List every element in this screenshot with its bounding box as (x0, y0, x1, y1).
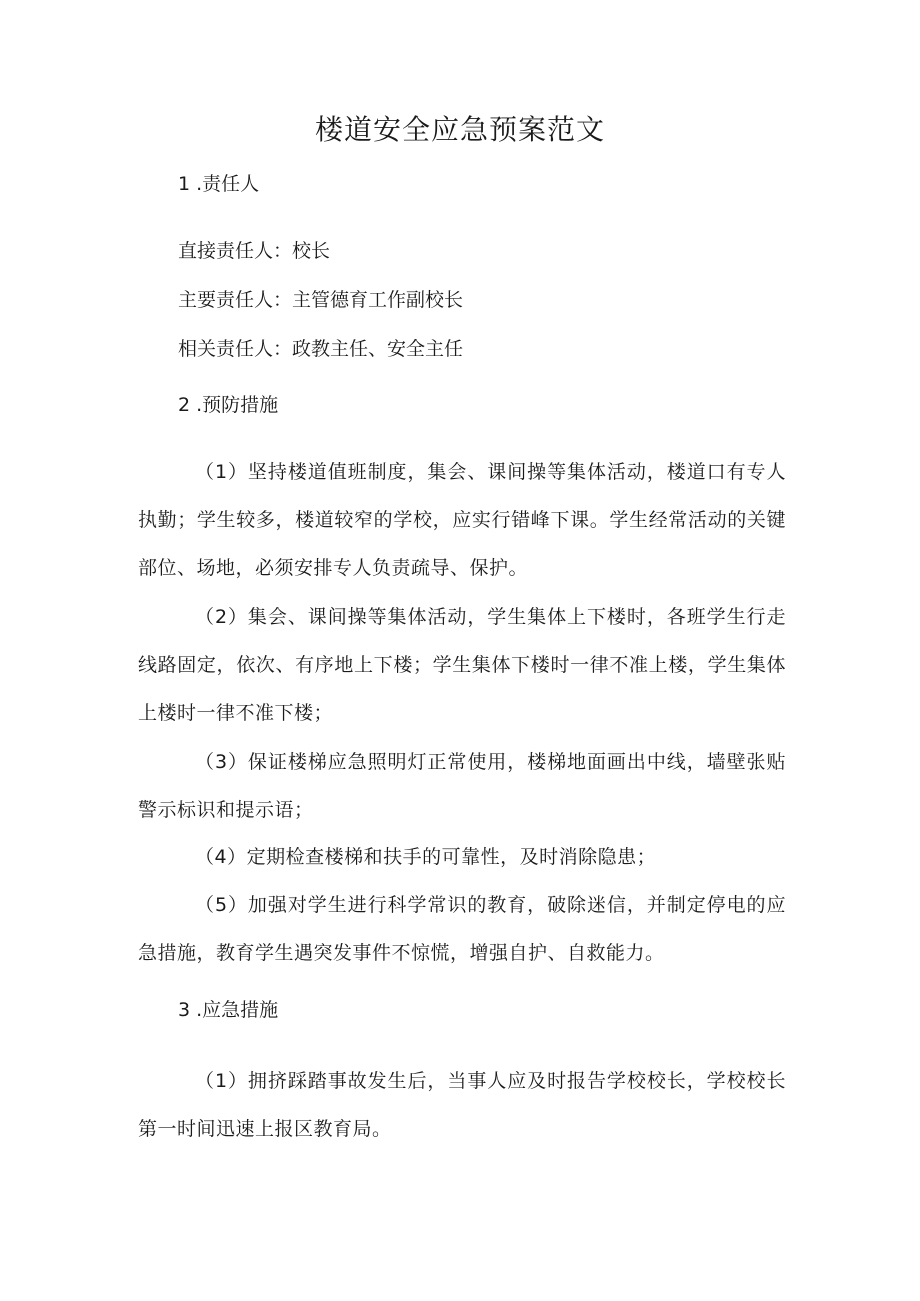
document-title: 楼道安全应急预案范文 (314, 113, 605, 146)
emergency-item-1: （1）拥挤踩踏事故发生后，当事人应及时报告学校校长，学校校长第一时间迅速上报区教育局。 (138, 1070, 786, 1140)
section-2-heading: 2 .预防措施 (178, 394, 279, 416)
prevention-item-5: （5）加强对学生进行科学常识的教育，破除迷信，并制定停电的应急措施，教育学生遇突发事件不惊慌，增强自护、自救能力。 (138, 894, 786, 964)
prevention-item-4: （4）定期检查楼梯和扶手的可靠性，及时消除隐患； (195, 846, 657, 868)
section-1-heading: 1 .责任人 (178, 173, 260, 195)
prevention-item-2: （2）集会、课间操等集体活动，学生集体上下楼时，各班学生行走线路固定，依次、有序地上下楼；学生集体下楼时一律不准上楼，学生集体上楼时一律不准下楼； (138, 606, 786, 724)
prevention-item-1: （1）坚持楼道值班制度，集会、课间操等集体活动，楼道口有专人执勤；学生较多，楼道较窄的学校，应实行错峰下课。学生经常活动的关键部位、场地，必须安排专人负责疏导、保护。 (138, 461, 786, 579)
section-3-heading: 3 .应急措施 (178, 999, 279, 1021)
prevention-item-3: （3）保证楼梯应急照明灯正常使用，楼梯地面画出中线，墙壁张贴警示标识和提示语； (138, 751, 786, 821)
responsible-direct: 直接责任人：校长 (178, 240, 331, 262)
responsible-main: 主要责任人：主管德育工作副校长 (178, 289, 464, 311)
responsible-related: 相关责任人：政教主任、安全主任 (178, 338, 464, 360)
